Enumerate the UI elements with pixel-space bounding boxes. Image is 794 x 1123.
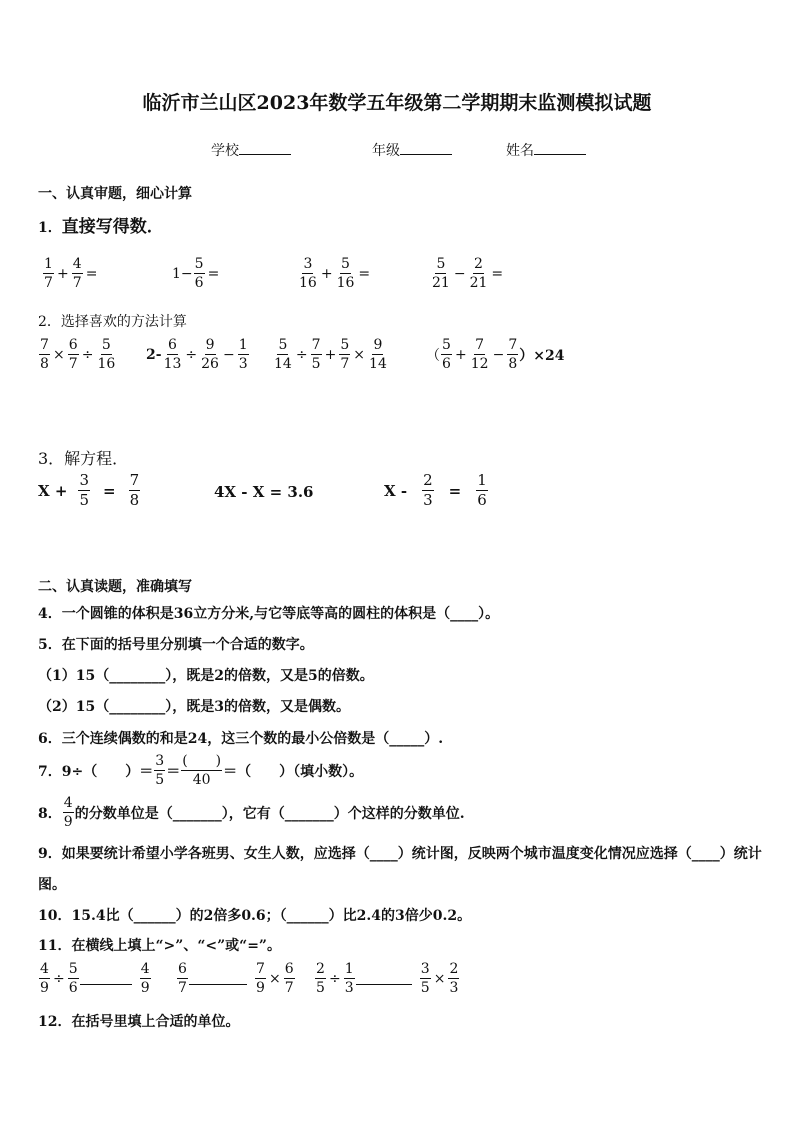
denominator: 6 (477, 491, 487, 509)
fraction (177, 962, 188, 995)
math-symbol: 1− (172, 265, 193, 282)
numerator: 3 (79, 471, 89, 489)
math-symbol: ÷ (81, 346, 94, 363)
numerator: 5 (340, 337, 350, 353)
math-symbol: = (358, 265, 371, 282)
question-5: 5．在下面的括号里分别填一个合适的数字。 (38, 637, 314, 653)
numerator: 3 (420, 961, 430, 977)
denominator: 7 (68, 356, 78, 372)
math-symbol: = (491, 265, 504, 282)
math-symbol: 2- (146, 346, 162, 363)
q1-item-4 (430, 257, 505, 290)
q11-item-2 (176, 962, 296, 995)
math-symbol: × (269, 970, 281, 987)
numerator: 5 (436, 256, 446, 272)
denominator: 6 (442, 356, 451, 372)
fraction (315, 962, 326, 995)
question-10: 10．15.4比（______）的2倍多0.6；（______）比2.4的3倍少0.2。 (38, 908, 472, 924)
q1-item-3 (297, 257, 372, 290)
math-symbol: + (324, 346, 337, 363)
fraction (420, 962, 431, 995)
math-symbol: 7．9÷（ ）＝ (38, 763, 154, 780)
numerator: 2 (449, 961, 459, 977)
numerator: 3 (155, 753, 165, 769)
fraction (273, 338, 293, 371)
denominator: 21 (432, 275, 450, 291)
q3-item-1 (38, 473, 141, 508)
fraction (441, 338, 452, 371)
math-symbol: 8． (38, 805, 62, 822)
math-symbol: × (433, 970, 446, 987)
question-11: 11．在横线上填上“>”、“<”或“=”。 (38, 938, 281, 954)
denominator: 16 (97, 356, 116, 372)
grade-blank[interactable] (400, 141, 452, 155)
q2-item-1 (38, 338, 117, 371)
denominator: 5 (79, 491, 89, 509)
fraction (163, 338, 183, 371)
name-blank[interactable] (534, 141, 586, 155)
q1-number: 1． (38, 220, 62, 236)
numerator: 5 (278, 337, 288, 353)
math-symbol: ÷ (329, 970, 341, 987)
page-title: 临沂市兰山区2023年数学五年级第二学期期末监测模拟试题 (142, 92, 652, 114)
numerator: 2 (474, 256, 483, 272)
q3-item-2: 4X - X = 3.6 (214, 483, 314, 501)
fraction (238, 338, 249, 371)
denominator: 8 (40, 356, 49, 372)
numerator: 6 (178, 961, 187, 977)
math-symbol: = (448, 481, 462, 500)
school-blank[interactable] (239, 141, 291, 155)
numerator: 6 (168, 337, 177, 353)
fraction (470, 338, 490, 371)
question-7 (38, 754, 363, 787)
answer-line[interactable] (356, 983, 412, 985)
math-symbol: ÷ (185, 346, 198, 363)
q2-item-3 (272, 338, 389, 371)
denominator: 7 (178, 980, 187, 996)
math-symbol: + (455, 346, 467, 363)
numerator: 7 (311, 337, 321, 353)
denominator: 3 (449, 980, 459, 996)
denominator: 6 (68, 980, 78, 996)
numerator: 5 (68, 961, 78, 977)
denominator: 6 (194, 275, 204, 291)
fraction (96, 338, 116, 371)
question-5-1: （1）15（________），既是2的倍数，又是5的倍数。 (38, 668, 374, 684)
math-symbol: × (353, 346, 366, 363)
numerator: 5 (194, 256, 204, 272)
numerator: 3 (303, 256, 313, 272)
q2-item-4 (426, 338, 565, 371)
fraction (181, 754, 222, 787)
answer-line[interactable] (80, 983, 132, 985)
math-symbol: 的分数单位是（_______），它有（_______）个这样的分数单位. (74, 805, 465, 822)
fraction (68, 962, 79, 995)
numerator: ( ) (182, 753, 222, 769)
denominator: 14 (369, 356, 387, 372)
denominator: 5 (155, 772, 165, 788)
numerator: 5 (101, 337, 111, 353)
math-symbol: = (102, 481, 116, 500)
question-6: 6．三个连续偶数的和是24，这三个数的最小公倍数是（_____）. (38, 731, 444, 747)
denominator: 7 (284, 980, 294, 996)
numerator: 5 (442, 337, 451, 353)
question-4: 4．一个圆锥的体积是36立方分米,与它等底等高的圆柱的体积是（____）。 (38, 606, 500, 622)
math-symbol: （ (426, 347, 440, 364)
fraction (39, 338, 50, 371)
question-9-line-2: 图。 (38, 877, 66, 893)
numerator: 4 (63, 795, 73, 811)
fraction (298, 257, 318, 290)
math-symbol: = (207, 265, 220, 282)
fraction (476, 473, 488, 508)
fraction (469, 257, 489, 290)
fraction (448, 962, 459, 995)
denominator: 40 (192, 772, 211, 788)
fraction (422, 473, 434, 508)
question-8 (38, 796, 465, 829)
math-symbol: = (85, 265, 98, 282)
numerator: 1 (238, 337, 248, 353)
fraction (194, 257, 205, 290)
fraction (63, 796, 74, 829)
fraction (78, 473, 90, 508)
numerator: 4 (140, 961, 150, 977)
q1-item-2 (172, 257, 221, 290)
numerator: 7 (475, 337, 485, 353)
denominator: 16 (336, 275, 355, 291)
fraction (284, 962, 295, 995)
q3-item-3 (384, 473, 489, 508)
fraction (336, 257, 356, 290)
math-symbol: + (57, 265, 69, 282)
denominator: 16 (299, 275, 317, 291)
denominator: 8 (129, 491, 140, 509)
math-symbol: ÷ (53, 970, 65, 987)
denominator: 9 (40, 980, 49, 996)
section-2-heading: 二、认真读题，准确填写 (38, 579, 192, 595)
denominator: 9 (140, 980, 150, 996)
name-label: 姓名 (506, 143, 534, 159)
fraction (72, 257, 83, 290)
math-symbol: ＝（ ）（填小数）。 (223, 763, 364, 780)
denominator: 3 (238, 356, 248, 372)
fraction (200, 338, 220, 371)
grade-label: 年级 (372, 143, 400, 159)
q1-item-1 (42, 257, 99, 290)
denominator: 3 (344, 980, 354, 996)
denominator: 26 (201, 356, 219, 372)
school-label: 学校 (211, 143, 239, 159)
numerator: 6 (284, 961, 294, 977)
question-9-line-1: 9．如果要统计希望小学各班男、女生人数，应选择（____）统计图，反映两个城市温度变化情况应选择（____）统计 (38, 846, 762, 862)
denominator: 21 (469, 275, 488, 291)
q1-text: 直接写得数． (61, 217, 164, 237)
fraction (431, 257, 451, 290)
denominator: 12 (470, 356, 489, 372)
fraction (507, 338, 518, 371)
fraction (344, 962, 355, 995)
numerator: 7 (129, 471, 140, 489)
fraction (339, 338, 350, 371)
denominator: 7 (340, 356, 350, 372)
denominator: 13 (163, 356, 182, 372)
numerator: 7 (508, 337, 518, 353)
fraction (368, 338, 388, 371)
question-5-2: （2）15（________），既是3的倍数，又是偶数。 (38, 699, 350, 715)
numerator: 1 (344, 961, 354, 977)
numerator: 4 (40, 961, 49, 977)
fraction (140, 962, 151, 995)
fraction (39, 962, 50, 995)
numerator: 7 (40, 337, 49, 353)
fraction (255, 962, 266, 995)
numerator: 5 (341, 256, 350, 272)
math-symbol: ＝ (166, 763, 181, 780)
denominator: 8 (508, 356, 518, 372)
question-1 (38, 212, 164, 237)
denominator: 5 (311, 356, 321, 372)
denominator: 7 (44, 275, 53, 291)
numerator: 1 (44, 256, 53, 272)
fraction (129, 473, 141, 508)
math-symbol: ÷ (295, 346, 308, 363)
numerator: 7 (256, 961, 265, 977)
numerator: 2 (423, 471, 433, 489)
denominator: 5 (420, 980, 430, 996)
math-symbol: + (320, 265, 333, 282)
math-symbol: − (492, 346, 505, 363)
math-symbol: − (453, 265, 466, 282)
grade-field (372, 140, 452, 160)
denominator: 9 (256, 980, 265, 996)
denominator: 9 (63, 814, 73, 830)
denominator: 14 (274, 356, 292, 372)
numerator: 4 (72, 256, 82, 272)
fraction (68, 338, 79, 371)
school-field (211, 140, 291, 160)
numerator: 1 (477, 471, 487, 489)
math-symbol: ）×24 (519, 347, 565, 364)
q2-item-2 (146, 338, 250, 371)
math-symbol: × (53, 346, 65, 363)
fraction (43, 257, 54, 290)
fraction (311, 338, 322, 371)
numerator: 2 (316, 961, 325, 977)
answer-line[interactable] (189, 983, 247, 985)
denominator: 3 (423, 491, 433, 509)
question-3: 3．解方程． (38, 449, 129, 468)
fraction (154, 754, 165, 787)
math-symbol: X - (384, 481, 408, 500)
section-1-heading: 一、认真审题，细心计算 (38, 186, 192, 202)
math-symbol: − (222, 346, 235, 363)
numerator: 9 (373, 337, 383, 353)
numerator: 6 (68, 337, 78, 353)
q11-item-1 (38, 962, 152, 995)
denominator: 7 (72, 275, 82, 291)
name-field (506, 140, 586, 160)
denominator: 5 (316, 980, 325, 996)
q11-item-3 (314, 962, 460, 995)
numerator: 9 (205, 337, 215, 353)
question-12: 12．在括号里填上合适的单位。 (38, 1014, 240, 1030)
question-2: 2．选择喜欢的方法计算 (38, 314, 187, 330)
math-symbol: X + (38, 481, 68, 500)
